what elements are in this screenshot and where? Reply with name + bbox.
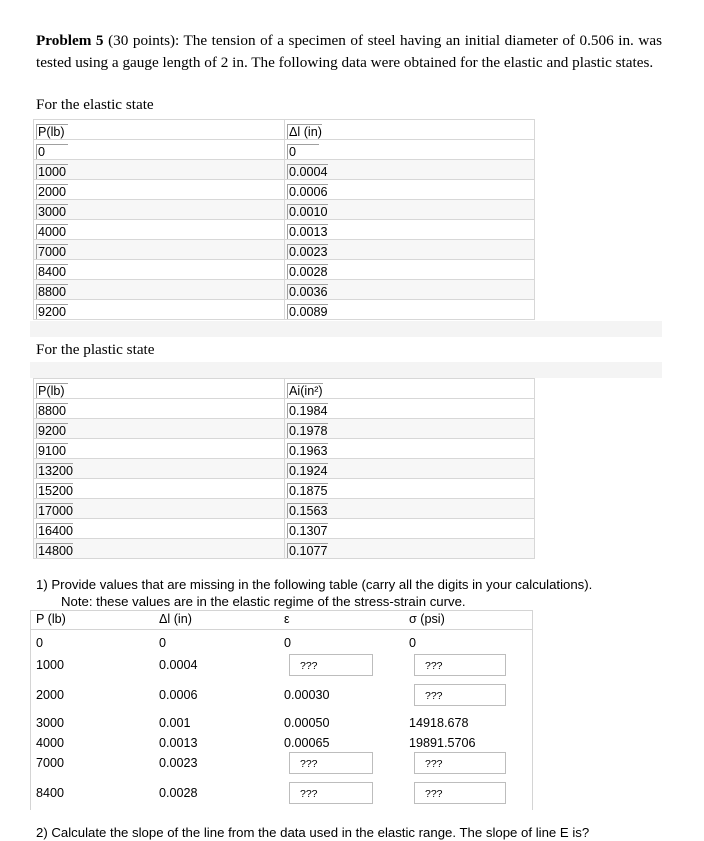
elastic-load-cell: 7000 bbox=[38, 245, 67, 259]
answer-input-box[interactable]: ??? bbox=[414, 654, 506, 676]
missing-table-cell: 0.0023 bbox=[159, 756, 198, 770]
elastic-row bbox=[34, 300, 535, 320]
plastic-load-cell: 9200 bbox=[38, 424, 67, 438]
elastic-table bbox=[33, 119, 535, 320]
plastic-heading: For the plastic state bbox=[36, 341, 155, 358]
plastic-value-cell: 0.1563 bbox=[289, 504, 328, 518]
answer-input-box[interactable]: ??? bbox=[289, 782, 373, 804]
elastic-load-cell: 8400 bbox=[38, 265, 67, 279]
elastic-load-cell: 1000 bbox=[38, 165, 67, 179]
missing-table-cell: 14918.678 bbox=[409, 716, 469, 730]
plastic-col1-header: P(lb) bbox=[36, 383, 68, 398]
elastic-row bbox=[34, 140, 535, 160]
elastic-row bbox=[34, 160, 535, 180]
plastic-value-cell: 0.1307 bbox=[289, 524, 328, 538]
plastic-load-cell: 8800 bbox=[38, 404, 67, 418]
elastic-value-cell: 0.0089 bbox=[289, 305, 328, 319]
elastic-header-row bbox=[34, 120, 535, 140]
elastic-heading: For the elastic state bbox=[36, 96, 154, 113]
elastic-row bbox=[34, 220, 535, 240]
elastic-value-cell: 0.0023 bbox=[289, 245, 328, 259]
elastic-value-cell: 0.0028 bbox=[289, 265, 328, 279]
elastic-value-cell: 0.0010 bbox=[289, 205, 328, 219]
elastic-load-cell: 8800 bbox=[38, 285, 67, 299]
missing-table-cell: 0.00030 bbox=[284, 688, 330, 702]
problem-text: (30 points): The tension of a specimen of steel having an initial diameter of 0.506 in. was tested using a gauge length of 2 in. The following data were obtained for the elastic and plastic states. bbox=[36, 32, 662, 71]
missing-table-cell: 8400 bbox=[36, 786, 65, 800]
plastic-row bbox=[34, 539, 535, 559]
spacer-bar bbox=[30, 362, 662, 378]
plastic-load-cell: 9100 bbox=[38, 444, 67, 458]
answer-input-box[interactable]: ??? bbox=[414, 684, 506, 706]
elastic-row bbox=[34, 280, 535, 300]
missing-table-cell: 1000 bbox=[36, 658, 65, 672]
elastic-load-cell: 9200 bbox=[38, 305, 67, 319]
plastic-header-row bbox=[34, 379, 535, 399]
missing-table-cell: 0.00065 bbox=[284, 736, 330, 750]
plastic-load-cell: 16400 bbox=[38, 524, 74, 538]
missing-table-cell: 0 bbox=[36, 636, 44, 650]
elastic-value-cell: 0.0013 bbox=[289, 225, 328, 239]
question-1-text: 1) Provide values that are missing in the following table (carry all the digits in your calculations). bbox=[36, 577, 593, 592]
missing-table-cell: 7000 bbox=[36, 756, 65, 770]
missing-table-cell: 0.001 bbox=[159, 716, 191, 730]
table-frame-top bbox=[30, 610, 533, 611]
elastic-load-cell: 3000 bbox=[38, 205, 67, 219]
missing-table-header: σ (psi) bbox=[409, 612, 445, 626]
answer-input-box[interactable]: ??? bbox=[289, 654, 373, 676]
plastic-value-cell: 0.1963 bbox=[289, 444, 328, 458]
plastic-value-cell: 0.1984 bbox=[289, 404, 328, 418]
missing-table-cell: 0.0013 bbox=[159, 736, 198, 750]
missing-table-cell: 0 bbox=[159, 636, 167, 650]
plastic-row bbox=[34, 519, 535, 539]
missing-table-cell: 4000 bbox=[36, 736, 65, 750]
missing-table-header: Δl (in) bbox=[159, 612, 192, 626]
elastic-value-cell: 0.0004 bbox=[289, 165, 328, 179]
missing-table-cell: 0.0028 bbox=[159, 786, 198, 800]
missing-table-cell: 0.00050 bbox=[284, 716, 330, 730]
plastic-load-cell: 15200 bbox=[38, 484, 74, 498]
elastic-col2-header: Δl (in) bbox=[289, 125, 322, 139]
elastic-load-cell: 0 bbox=[36, 144, 68, 159]
missing-table-cell: 3000 bbox=[36, 716, 65, 730]
missing-table-header: ε bbox=[284, 612, 290, 626]
plastic-col2-header: Ai(in²) bbox=[289, 384, 323, 398]
missing-table-header: P (lb) bbox=[36, 612, 66, 626]
elastic-load-cell: 4000 bbox=[38, 225, 67, 239]
plastic-row bbox=[34, 419, 535, 439]
plastic-value-cell: 0.1077 bbox=[289, 544, 328, 558]
plastic-row bbox=[34, 499, 535, 519]
question-1-note: Note: these values are in the elastic regime of the stress-strain curve. bbox=[61, 594, 466, 609]
elastic-value-cell: 0.0006 bbox=[289, 185, 328, 199]
elastic-col1-header: P(lb) bbox=[36, 124, 68, 139]
elastic-load-cell: 2000 bbox=[38, 185, 67, 199]
missing-table-cell: 0.0004 bbox=[159, 658, 198, 672]
elastic-row bbox=[34, 240, 535, 260]
problem-label: Problem 5 bbox=[36, 32, 104, 49]
plastic-load-cell: 17000 bbox=[38, 504, 74, 518]
elastic-row bbox=[34, 180, 535, 200]
plastic-row bbox=[34, 479, 535, 499]
spacer-bar bbox=[30, 321, 662, 337]
header-divider bbox=[30, 629, 532, 630]
missing-table-cell: 2000 bbox=[36, 688, 65, 702]
elastic-value-cell: 0 bbox=[287, 144, 319, 159]
elastic-row bbox=[34, 260, 535, 280]
plastic-value-cell: 0.1978 bbox=[289, 424, 328, 438]
plastic-load-cell: 14800 bbox=[38, 544, 74, 558]
problem-statement bbox=[36, 30, 662, 74]
answer-input-box[interactable]: ??? bbox=[289, 752, 373, 774]
plastic-load-cell: 13200 bbox=[38, 464, 74, 478]
elastic-value-cell: 0.0036 bbox=[289, 285, 328, 299]
question-1 bbox=[36, 576, 592, 610]
missing-table-cell: 0.0006 bbox=[159, 688, 198, 702]
plastic-row bbox=[34, 439, 535, 459]
table-frame-right bbox=[532, 610, 533, 810]
plastic-value-cell: 0.1924 bbox=[289, 464, 328, 478]
missing-table-cell: 0 bbox=[284, 636, 292, 650]
question-2: 2) Calculate the slope of the line from the data used in the elastic range. The slope of line E is? bbox=[36, 825, 590, 840]
answer-input-box[interactable]: ??? bbox=[414, 752, 506, 774]
plastic-row bbox=[34, 399, 535, 419]
missing-table-cell: 19891.5706 bbox=[409, 736, 476, 750]
table-frame-left bbox=[30, 610, 31, 810]
plastic-table bbox=[33, 378, 535, 559]
plastic-row bbox=[34, 459, 535, 479]
missing-table-cell: 0 bbox=[409, 636, 417, 650]
answer-input-box[interactable]: ??? bbox=[414, 782, 506, 804]
plastic-value-cell: 0.1875 bbox=[289, 484, 328, 498]
elastic-row bbox=[34, 200, 535, 220]
